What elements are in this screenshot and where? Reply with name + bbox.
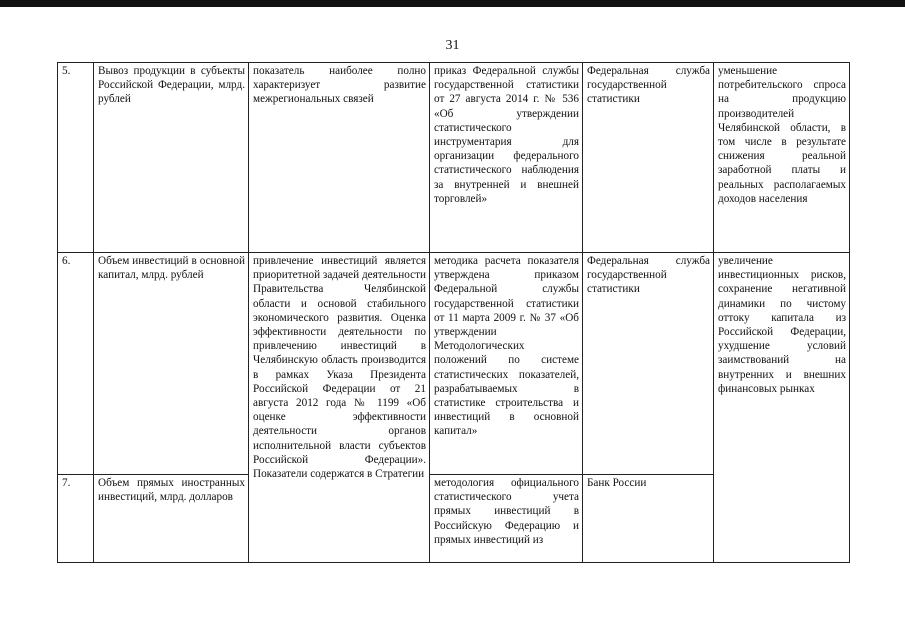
top-border-bar (0, 0, 905, 7)
risk-factors: уменьшение потребительского спроса на продукцию производителей Челябинской области, в том числе в результате снижения реальной заработной платы и реальных располагаемых доходов населения (714, 63, 850, 253)
page-number: 31 (445, 38, 460, 53)
calculation-method: методика расчета показателя утверждена приказом Федеральной службы государственной статистики от 11 марта 2009 г. № 37 «Об утверждении Методологических положений по системе статистических показателей, разрабатываемых в статистике строительства и инвестиций в основной капитал» (430, 253, 583, 475)
data-source: Федеральная служба государственной статистики (583, 253, 714, 475)
data-source: Федеральная служба государственной статистики (583, 63, 714, 253)
row-number: 7. (58, 475, 94, 563)
indicator-description: привлечение инвестиций является приоритетной задачей деятельности Правительства Челябинской области и основой стабильного экономического развития. Оценка эффективности деятельности по привлечению инвестиций в Челябинскую область производится в рамках Указа Президента Российской Федерации от 21 августа 2012 года № 1199 «Об оценке эффективности деятельности органов исполнительной власти субъектов Российской Федерации». Показатели содержатся в Стратегии (249, 253, 430, 563)
calculation-method: методология официального статистического учета прямых инвестиций в Российскую Федерацию и прямых инвестиций из (430, 475, 583, 563)
indicator-name: Объем прямых иностранных инвестиций, млрд. долларов (94, 475, 249, 563)
indicator-description: показатель наиболее полно характеризует развитие межрегиональных связей (249, 63, 430, 253)
risk-factors: увеличение инвестиционных рисков, сохранение негативной динамики по чистому оттоку капитала из Российской Федерации, ухудшение условий заимствований на внутренних и внешних финансовых рынках (714, 253, 850, 563)
indicator-name: Вывоз продукции в субъекты Российской Федерации, млрд. рублей (94, 63, 249, 253)
data-source: Банк России (583, 475, 714, 563)
table-row (58, 253, 850, 475)
row-number: 6. (58, 253, 94, 475)
indicator-name: Объем инвестиций в основной капитал, млрд. рублей (94, 253, 249, 475)
indicators-table (57, 62, 850, 563)
row-number: 5. (58, 63, 94, 253)
calculation-method: приказ Федеральной службы государственной статистики от 27 августа 2014 г. № 536 «Об утверждении статистического инструментария для организации федерального статистического наблюдения за внутренней и внешней торговлей» (430, 63, 583, 253)
table-row (58, 63, 850, 253)
